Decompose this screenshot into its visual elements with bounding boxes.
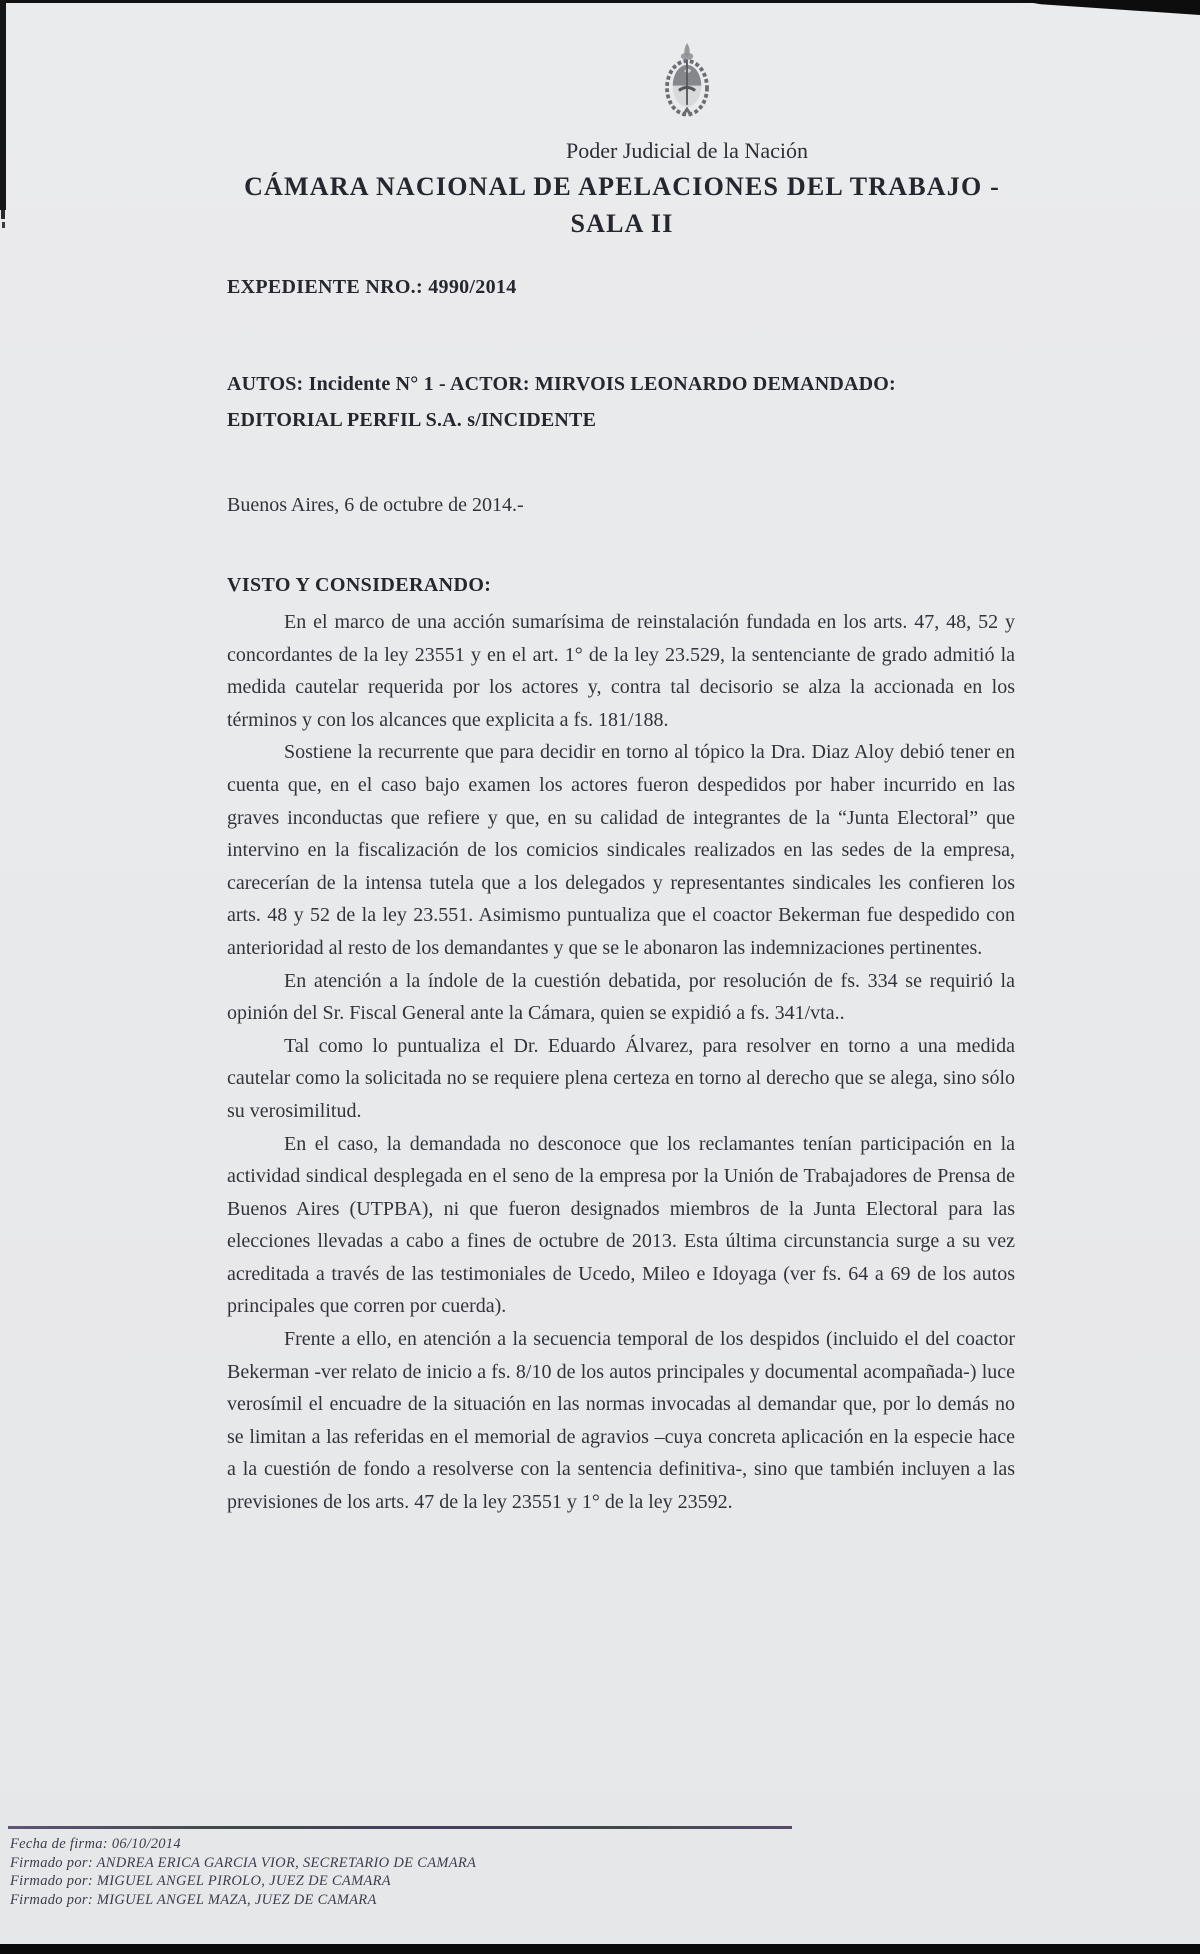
- expediente-number: EXPEDIENTE NRO.: 4990/2014: [227, 276, 517, 298]
- court-title-line1: CÁMARA NACIONAL DE APELACIONES DEL TRABAJO -: [244, 172, 1000, 201]
- autos-caption: [227, 366, 1017, 438]
- paragraph: Sostiene la recurrente que para decidir en torno al tópico la Dra. Diaz Aloy debió tener en cuenta que, en el caso bajo examen los actores fueron despedidos por haber incurrido en las graves inconductas que refiere y que, en su calidad de integrantes de la “Junta Electoral” que intervino en la fiscalización de los comicios sindicales realizados en las sedes de la empresa, carecerían de la intensa tutela que a los delegados y representantes sindicales les confieren los arts. 48 y 52 de la ley 23.551. Asimismo puntualiza que el coactor Bekerman fue despedido con anterioridad al resto de los demandantes y que se le abonaron las indemnizaciones pertinentes.: [227, 741, 1015, 959]
- autos-line1: AUTOS: Incidente N° 1 - ACTOR: MIRVOIS LEONARDO DEMANDADO:: [227, 373, 896, 395]
- autos-line2: EDITORIAL PERFIL S.A. s/INCIDENTE: [227, 409, 597, 431]
- paragraph: Tal como lo puntualiza el Dr. Eduardo Álvarez, para resolver en torno a una medida cautelar como la solicitada no se requiere plena certeza en torno al derecho que se alega, sino sólo su verosimilitud.: [227, 1034, 1015, 1122]
- court-title: [222, 168, 1022, 242]
- signature-date: Fecha de firma: 06/10/2014: [10, 1836, 181, 1852]
- scan-artifact-speck: [2, 222, 5, 228]
- scan-artifact-left-edge: [0, 0, 6, 210]
- paragraph: En atención a la índole de la cuestión debatida, por resolución de fs. 334 se requirió la opinión del Sr. Fiscal General ante la Cámara, quien se expidió a fs. 341/vta..: [227, 969, 1015, 1025]
- letterhead: [187, 42, 1187, 164]
- footer-divider: [8, 1826, 792, 1829]
- scan-artifact-speck: [1, 210, 5, 219]
- institution-name: Poder Judicial de la Nación: [566, 138, 808, 163]
- signature-line: Firmado por: MIGUEL ANGEL PIROLO, JUEZ DE CAMARA: [10, 1873, 391, 1889]
- paragraph: En el marco de una acción sumarísima de reinstalación fundada en los arts. 47, 48, 52 y concordantes de la ley 23551 y en el art. 1° de la ley 23.529, la sentenciante de grado admitió la medida cautelar requerida por los actores y, contra tal decisorio se alza la accionada en los términos y con los alcances que explicita a fs. 181/188.: [227, 611, 1015, 731]
- signature-line: Firmado por: ANDREA ERICA GARCIA VIOR, SECRETARIO DE CAMARA: [10, 1854, 477, 1871]
- signature-line: Firmado por: MIGUEL ANGEL MAZA, JUEZ DE CAMARA: [10, 1891, 377, 1908]
- paragraph: Frente a ello, en atención a la secuencia temporal de los despidos (incluido el del coactor Bekerman -ver relato de inicio a fs. 8/10 de los autos principales y documental acompañada-) luce verosímil el encuadre de la situación en las normas invocadas al demandar que, por lo demás no se limitan a las referidas en el memorial de agravios –cuya concreta aplicación en la especie hace a la cuestión de fondo a resolverse con la sentencia definitiva-, sino que también incluyen a las previsiones de los arts. 47 de la ley 23551 y 1° de la ley 23592.: [227, 1328, 1015, 1514]
- scan-artifact-bottom-edge: [0, 1944, 1200, 1954]
- signature-footer: [10, 1835, 476, 1909]
- court-title-line2: SALA II: [570, 209, 674, 238]
- date-line: Buenos Aires, 6 de octubre de 2014.-: [227, 494, 524, 516]
- section-heading: VISTO Y CONSIDERANDO:: [227, 574, 492, 596]
- scan-artifact-top-right-corner: [1015, 0, 1200, 15]
- argentina-coat-of-arms-icon: [658, 42, 716, 122]
- paragraph: En el caso, la demandada no desconoce que los reclamantes tenían participación en la actividad sindical desplegada en el seno de la empresa por la Unión de Trabajadores de Prensa de Buenos Aires (UTPBA), ni que fueron designados miembros de la Junta Electoral para las elecciones llevadas a cabo a fines de octubre de 2013. Esta última circunstancia surge a su vez acreditada a través de las testimoniales de Ucedo, Mileo e Idoyaga (ver fs. 64 a 69 de los autos principales que corren por cuerda).: [227, 1132, 1015, 1318]
- decision-body: [227, 606, 1015, 1519]
